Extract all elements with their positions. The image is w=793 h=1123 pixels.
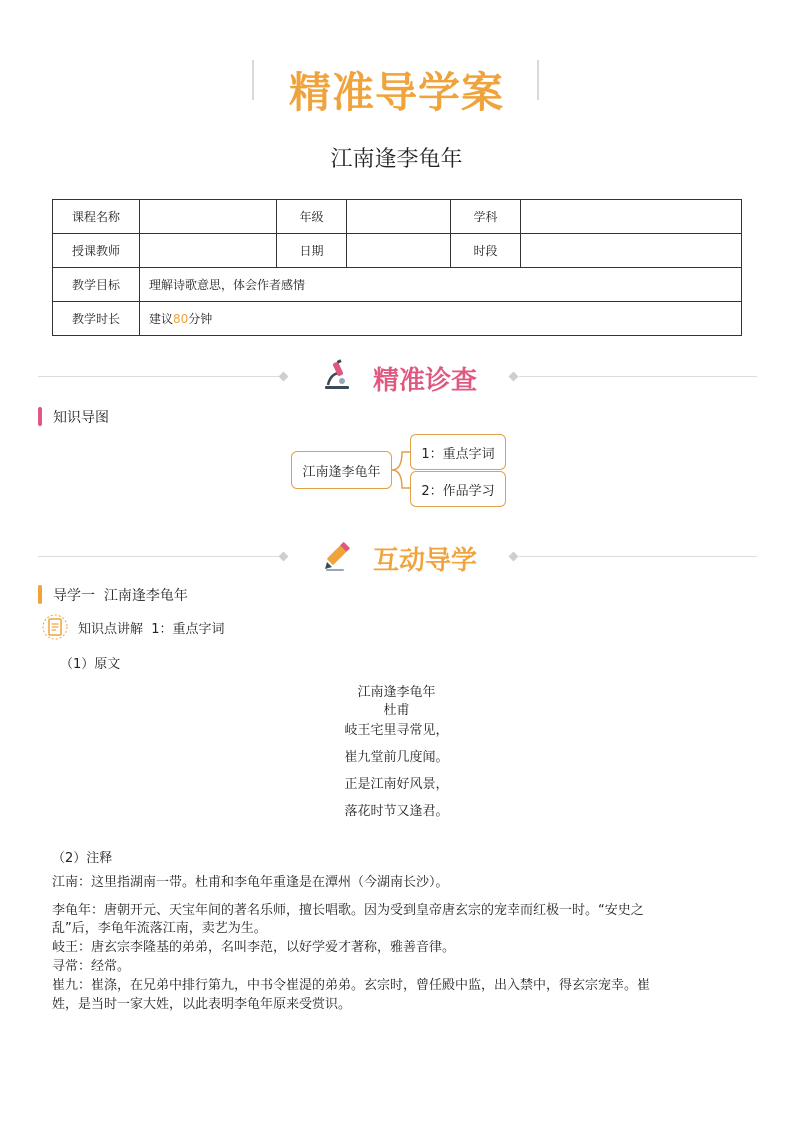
teacher-label: 授课教师 — [53, 234, 140, 268]
note-liguinian-line2: 乱”后，李龟年流落江南，卖艺为生。 — [52, 921, 267, 936]
note-jiangnan: 江南：这里指湖南一带。杜甫和李龟年重逢是在潭州（今湖南长沙）。 — [52, 875, 449, 890]
duration-prefix: 建议 — [149, 312, 174, 326]
teacher-value — [140, 234, 277, 268]
notes-heading: （2）注释 — [52, 851, 113, 866]
poem-line: 岐王宅里寻常见， — [344, 723, 449, 738]
header-title: 精准导学案 — [288, 68, 504, 117]
table-row — [53, 268, 742, 302]
mindmap-node-1: 1：重点字词 — [410, 434, 506, 470]
goal-label: 教学目标 — [53, 268, 140, 302]
poem-author: 杜甫 — [383, 703, 410, 718]
knowledge-title: 1：重点字词 — [151, 622, 225, 637]
date-value — [347, 234, 451, 268]
guide-heading — [53, 585, 188, 605]
note-cuijiu-line1: 崔九：崔涤，在兄弟中排行第九，中书令崔湜的弟弟。玄宗时，曾任殿中监，出入禁中，得玄宗宠幸。崔 — [52, 978, 651, 993]
poem-title: 江南逢李龟年 — [357, 685, 436, 700]
duration-value — [140, 302, 742, 336]
mindmap-root: 江南逢李龟年 — [291, 451, 392, 489]
table-row — [53, 200, 742, 234]
guide-heading-title: 江南逢李龟年 — [103, 588, 188, 604]
subject-value — [521, 200, 742, 234]
course-label: 课程名称 — [53, 200, 140, 234]
divider-diamond-left — [279, 552, 289, 562]
poem-line: 正是江南好风景， — [344, 777, 449, 792]
info-table — [52, 199, 742, 336]
divider-line-right — [519, 556, 757, 557]
divider-diamond-left — [279, 372, 289, 382]
period-label: 时段 — [451, 234, 521, 268]
note-xunchang: 寻常：经常。 — [52, 959, 131, 974]
duration-label: 教学时长 — [53, 302, 140, 336]
guide-heading-bar — [38, 585, 42, 604]
duration-number: 80 — [173, 312, 189, 326]
mindmap-node-2: 2：作品学习 — [410, 471, 506, 507]
period-value — [521, 234, 742, 268]
poem-line: 落花时节又逢君。 — [344, 804, 449, 819]
grade-label: 年级 — [277, 200, 347, 234]
mindmap-heading: 知识导图 — [53, 410, 109, 426]
interactive-title: 互动导学 — [373, 546, 478, 576]
document-icon — [42, 614, 68, 640]
divider-diamond-right — [509, 372, 519, 382]
diagnosis-title: 精准诊查 — [373, 366, 478, 396]
divider-line-right — [519, 376, 757, 377]
grade-value — [347, 200, 451, 234]
knowledge-label: 知识点讲解 — [78, 622, 144, 637]
divider-diamond-right — [509, 552, 519, 562]
table-row — [53, 302, 742, 336]
poem-line: 崔九堂前几度闻。 — [344, 750, 449, 765]
knowledge-point — [78, 618, 225, 637]
goal-value: 理解诗歌意思，体会作者感情 — [140, 268, 742, 302]
date-label: 日期 — [277, 234, 347, 268]
guide-heading-prefix: 导学一 — [53, 588, 95, 604]
original-heading: （1）原文 — [60, 657, 121, 672]
course-value — [140, 200, 277, 234]
note-liguinian-line1: 李龟年：唐朝开元、天宝年间的著名乐师，擅长唱歌。因为受到皇帝唐玄宗的宠幸而红极一时。“安史之 — [52, 903, 644, 918]
doc-title: 江南逢李龟年 — [330, 147, 463, 172]
note-qiwang: 岐王：唐玄宗李隆基的弟弟，名叫李范，以好学爱才著称，雅善音律。 — [52, 940, 456, 955]
pencil-icon — [322, 540, 354, 572]
table-row — [53, 234, 742, 268]
duration-suffix: 分钟 — [188, 312, 213, 326]
divider-line-left — [38, 376, 280, 377]
mindmap-heading-bar — [38, 407, 42, 426]
microscope-icon — [322, 359, 352, 391]
divider-line-left — [38, 556, 280, 557]
subject-label: 学科 — [451, 200, 521, 234]
note-cuijiu-line2: 姓，是当时一家大姓，以此表明李龟年原来受赏识。 — [52, 997, 352, 1012]
